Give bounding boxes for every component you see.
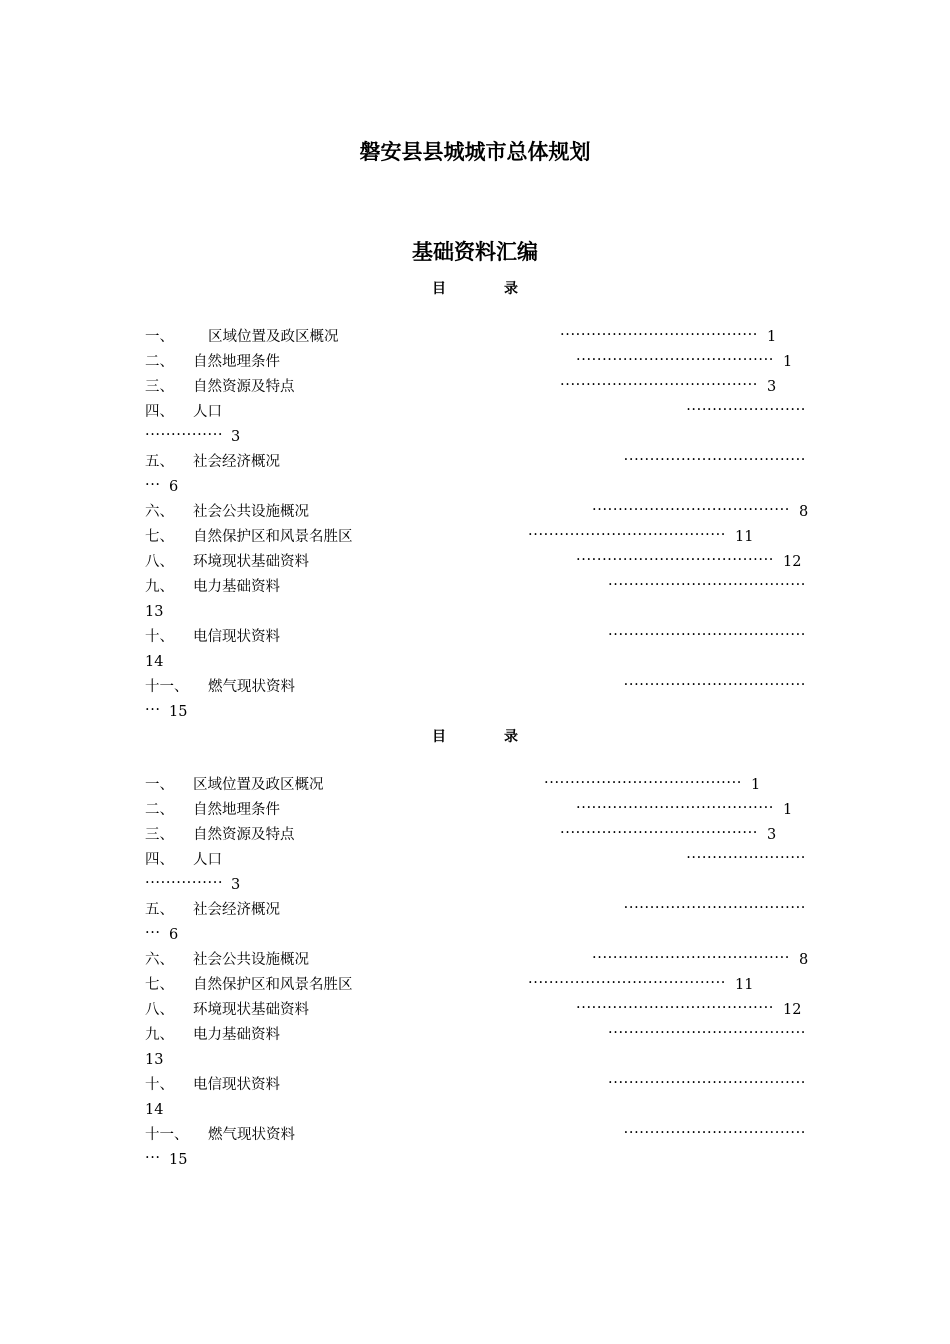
- toc-entry-label[interactable]: 电力基础资料: [193, 579, 280, 595]
- toc-page-number[interactable]: 1: [767, 329, 777, 345]
- toc-page-number[interactable]: 12: [783, 1002, 802, 1018]
- toc-page-number[interactable]: 12: [783, 554, 802, 570]
- toc-entry-label[interactable]: 人口: [193, 404, 222, 420]
- toc-entry-label[interactable]: 社会公共设施概况: [193, 952, 309, 968]
- toc-page-number[interactable]: 13: [145, 1052, 164, 1068]
- toc-leader-dots: ···································: [623, 900, 806, 916]
- toc-leader-dots: ······································: [528, 975, 726, 991]
- toc-entry-label[interactable]: 自然地理条件: [193, 802, 280, 818]
- toc-page-number[interactable]: 8: [799, 504, 809, 520]
- toc-heading-char: 录: [504, 729, 518, 745]
- toc-entry-number: 四、: [145, 404, 174, 420]
- toc-entry-number: 六、: [145, 952, 174, 968]
- toc-entry-label[interactable]: 自然保护区和风景名胜区: [193, 529, 353, 545]
- toc-leader-dots: ·······················: [686, 402, 806, 418]
- toc-page-number[interactable]: 1: [783, 354, 793, 370]
- toc-leader-dots: ······································: [576, 1000, 774, 1016]
- toc-leader-dots: ···································: [623, 677, 806, 693]
- toc-leader-dots: ······································: [608, 1025, 806, 1041]
- toc-page-number[interactable]: 3: [767, 827, 777, 843]
- toc-page-number[interactable]: 14: [145, 654, 164, 670]
- toc-leader-dots: ······································: [576, 800, 774, 816]
- toc-leader-dots-continued: ···············: [145, 427, 224, 443]
- toc-leader-dots: ······································: [576, 352, 774, 368]
- toc-entry-label[interactable]: 电力基础资料: [193, 1027, 280, 1043]
- toc-entry-label[interactable]: 区域位置及政区概况: [208, 329, 339, 345]
- toc-entry-label[interactable]: 社会经济概况: [193, 902, 280, 918]
- toc-entry-label[interactable]: 人口: [193, 852, 222, 868]
- toc-page-number[interactable]: 1: [751, 777, 761, 793]
- toc-leader-dots: ······································: [560, 377, 758, 393]
- toc-page-number[interactable]: 3: [231, 877, 241, 893]
- toc-page-number[interactable]: 13: [145, 604, 164, 620]
- toc-page-number[interactable]: 3: [231, 429, 241, 445]
- toc-heading-char: 目: [432, 729, 446, 745]
- toc-page-number[interactable]: 8: [799, 952, 809, 968]
- toc-entry-number: 五、: [145, 454, 174, 470]
- toc-entry-label[interactable]: 燃气现状资料: [208, 679, 295, 695]
- toc-entry-number: 三、: [145, 379, 174, 395]
- toc-entry-label[interactable]: 环境现状基础资料: [193, 1002, 309, 1018]
- toc-entry-label[interactable]: 环境现状基础资料: [193, 554, 309, 570]
- toc-entry-number: 二、: [145, 354, 174, 370]
- toc-leader-dots-continued: ···: [145, 1150, 161, 1166]
- toc-entry-number: 十、: [145, 1077, 174, 1093]
- toc-entry-number: 三、: [145, 827, 174, 843]
- toc-entry-label[interactable]: 自然保护区和风景名胜区: [193, 977, 353, 993]
- toc-entry-label[interactable]: 电信现状资料: [193, 1077, 280, 1093]
- toc-leader-dots: ······································: [592, 502, 790, 518]
- toc-leader-dots: ······································: [528, 527, 726, 543]
- toc-entry-label[interactable]: 自然地理条件: [193, 354, 280, 370]
- document-title: 磐安县县城城市总体规划: [359, 139, 591, 164]
- toc-leader-dots: ······································: [608, 1075, 806, 1091]
- toc-leader-dots: ···································: [623, 1125, 806, 1141]
- toc-leader-dots: ···································: [623, 452, 806, 468]
- toc-page-number[interactable]: 15: [169, 1152, 188, 1168]
- toc-page-number[interactable]: 6: [169, 479, 179, 495]
- toc-leader-dots: ······································: [544, 775, 742, 791]
- toc-page-number[interactable]: 6: [169, 927, 179, 943]
- document-subtitle: 基础资料汇编: [412, 239, 538, 264]
- toc-entry-number: 九、: [145, 579, 174, 595]
- toc-heading: [0, 726, 950, 746]
- toc-entry-number: 五、: [145, 902, 174, 918]
- toc-entry-number: 二、: [145, 802, 174, 818]
- toc-leader-dots-continued: ···: [145, 702, 161, 718]
- toc-entry-label[interactable]: 自然资源及特点: [193, 379, 295, 395]
- toc-leader-dots: ······································: [576, 552, 774, 568]
- toc-leader-dots: ······································: [608, 627, 806, 643]
- toc-leader-dots: ······································: [560, 825, 758, 841]
- toc-entry-label[interactable]: 燃气现状资料: [208, 1127, 295, 1143]
- toc-entry-number: 九、: [145, 1027, 174, 1043]
- toc-entry-number: 八、: [145, 1002, 174, 1018]
- toc-entry-number: 七、: [145, 529, 174, 545]
- toc-leader-dots: ······································: [592, 950, 790, 966]
- toc-page-number[interactable]: 11: [735, 529, 754, 545]
- toc-page-number[interactable]: 3: [767, 379, 777, 395]
- toc-heading-char: 目: [432, 281, 446, 297]
- toc-page-number[interactable]: 15: [169, 704, 188, 720]
- toc-page-number[interactable]: 14: [145, 1102, 164, 1118]
- toc-page-number[interactable]: 11: [735, 977, 754, 993]
- toc-leader-dots-continued: ···: [145, 477, 161, 493]
- toc-page-number[interactable]: 1: [783, 802, 793, 818]
- toc-heading: [0, 278, 950, 298]
- toc-leader-dots: ······································: [560, 327, 758, 343]
- toc-entry-label[interactable]: 自然资源及特点: [193, 827, 295, 843]
- toc-entry-number: 十一、: [145, 1127, 189, 1143]
- toc-entry-number: 四、: [145, 852, 174, 868]
- toc-entry-label[interactable]: 电信现状资料: [193, 629, 280, 645]
- toc-leader-dots: ······································: [608, 577, 806, 593]
- toc-entry-number: 一、: [145, 329, 174, 345]
- toc-heading-char: 录: [504, 281, 518, 297]
- toc-leader-dots: ·······················: [686, 850, 806, 866]
- toc-leader-dots-continued: ···············: [145, 875, 224, 891]
- toc-entry-number: 七、: [145, 977, 174, 993]
- toc-entry-label[interactable]: 社会公共设施概况: [193, 504, 309, 520]
- toc-entry-number: 八、: [145, 554, 174, 570]
- toc-entry-label[interactable]: 社会经济概况: [193, 454, 280, 470]
- toc-entry-number: 一、: [145, 777, 174, 793]
- toc-entry-number: 六、: [145, 504, 174, 520]
- toc-entry-number: 十、: [145, 629, 174, 645]
- toc-entry-number: 十一、: [145, 679, 189, 695]
- toc-leader-dots-continued: ···: [145, 925, 161, 941]
- toc-entry-label[interactable]: 区域位置及政区概况: [193, 777, 324, 793]
